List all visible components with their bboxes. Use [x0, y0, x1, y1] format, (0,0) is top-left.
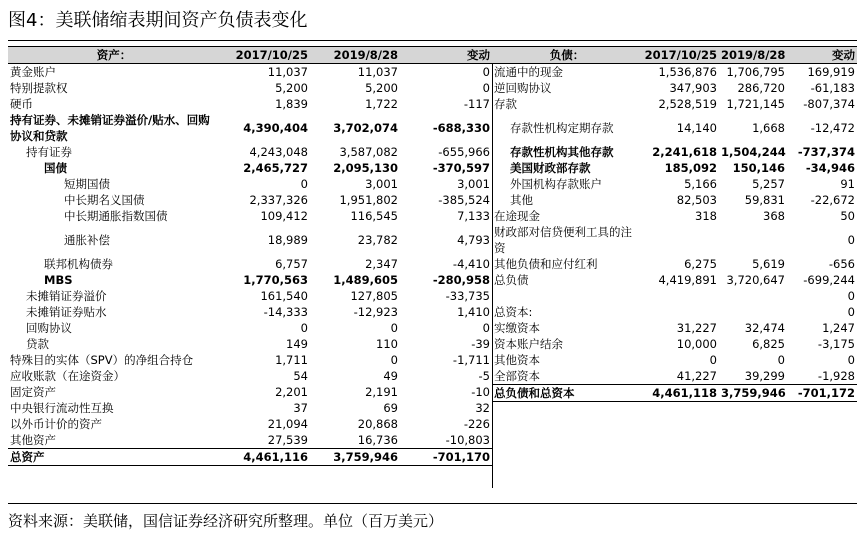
liabilities-header-change: 变动 [787, 47, 857, 64]
liability-row-label: 外国机构存款账户 [510, 177, 602, 191]
asset-row [8, 449, 492, 466]
asset-row-label: 通胀补偿 [64, 233, 110, 247]
asset-row-change: -10 [471, 385, 490, 399]
asset-row-change: -370,597 [432, 161, 490, 175]
liabilities-panel [492, 46, 857, 402]
asset-row-label: 固定资产 [10, 385, 56, 399]
asset-row-change: 0 [482, 321, 490, 335]
liabilities-header-row [492, 47, 857, 64]
assets-header-change: 变动 [400, 47, 492, 64]
liability-row [492, 112, 857, 144]
liability-row-value-2019 [719, 304, 787, 320]
liability-row-value-2017: 0 [709, 353, 717, 367]
asset-row-value-2017: 2,201 [275, 385, 308, 399]
liability-row-change: -737,374 [797, 145, 855, 159]
asset-row-change: -33,735 [445, 289, 490, 303]
asset-row-value-2019: 16,736 [357, 433, 398, 447]
asset-row-label: 特殊目的实体（SPV）的净组合持仓 [10, 353, 194, 367]
asset-row-label: 应收账款（在途资金） [10, 369, 125, 383]
asset-row-change: -655,966 [438, 145, 490, 159]
liability-row [492, 192, 857, 208]
liability-row [492, 352, 857, 368]
asset-row-change: -226 [463, 417, 490, 431]
asset-row-label: 黄金账户 [10, 65, 56, 79]
asset-row-value-2017: 161,540 [260, 289, 308, 303]
liability-row-value-2019: 3,759,946 [721, 386, 786, 400]
bottom-rule [8, 503, 857, 504]
liability-row-value-2019: 368 [763, 209, 785, 223]
liability-row [492, 336, 857, 352]
asset-row-value-2017: 2,465,727 [243, 161, 308, 175]
asset-row-value-2019: 5,200 [365, 81, 398, 95]
liability-row-change: -699,244 [803, 273, 855, 287]
asset-row-label: 联邦机构债券 [44, 257, 113, 271]
liability-row-label: 其他资本 [494, 353, 540, 367]
asset-row-change: -385,524 [438, 193, 490, 207]
asset-row-value-2017: 1,839 [275, 97, 308, 111]
liability-row-value-2017 [642, 288, 719, 304]
liability-row-value-2017: 14,140 [676, 121, 717, 135]
liability-row-label: 资本账户结余 [494, 337, 563, 351]
asset-row-label: 其他资产 [10, 433, 56, 447]
assets-header-date2: 2019/8/28 [310, 47, 400, 64]
asset-row-label: 以外币计价的资产 [10, 417, 102, 431]
asset-row-change: -5 [478, 369, 490, 383]
liability-row-change: 169,919 [807, 65, 855, 79]
liability-row-value-2019: 0 [777, 353, 785, 367]
liability-row-value-2019: 1,706,795 [726, 65, 785, 79]
asset-row-value-2017: 2,337,326 [249, 193, 308, 207]
asset-row-change: 4,793 [457, 233, 490, 247]
asset-row [8, 320, 492, 336]
asset-row-change: -10,803 [445, 433, 490, 447]
liability-row [492, 320, 857, 336]
asset-row [8, 144, 492, 160]
liability-row-change: 0 [847, 305, 855, 319]
asset-row-value-2019: 2,191 [365, 385, 398, 399]
liability-row-value-2017: 2,528,519 [658, 97, 717, 111]
asset-row [8, 400, 492, 416]
liability-row [492, 176, 857, 192]
asset-row-value-2017: 1,711 [275, 353, 308, 367]
asset-row-value-2017: 27,539 [267, 433, 308, 447]
asset-row-value-2017: 11,037 [267, 65, 308, 79]
liability-row [492, 208, 857, 224]
asset-row-change: -1,711 [452, 353, 490, 367]
liability-row-label: 存款性机构其他存款 [510, 145, 614, 159]
asset-row [8, 336, 492, 352]
asset-row [8, 256, 492, 272]
liability-row-change: -3,175 [817, 337, 855, 351]
asset-row [8, 304, 492, 320]
asset-row [8, 416, 492, 432]
liability-row-label: 其他 [510, 193, 533, 207]
liability-row-value-2017: 5,166 [684, 177, 717, 191]
asset-row-label: 特别提款权 [10, 81, 68, 95]
asset-row-change: -701,170 [400, 449, 492, 466]
asset-row-value-2019: 3,001 [365, 177, 398, 191]
liability-row-label: 其他负债和应付红利 [494, 257, 598, 271]
liability-row [492, 272, 857, 288]
asset-row-label: 中央银行流动性互换 [10, 401, 114, 415]
asset-row-change: -280,958 [432, 273, 490, 287]
asset-row-value-2019: 11,037 [357, 65, 398, 79]
liability-row-label [492, 288, 642, 304]
asset-row [8, 272, 492, 288]
asset-row-label: 持有证券、未摊销证券溢价/贴水、回购协议和贷款 [10, 113, 210, 143]
liability-row-value-2017: 41,227 [676, 369, 717, 383]
liability-row-value-2019: 1,668 [752, 121, 785, 135]
assets-header-row [8, 47, 492, 64]
liabilities-header-date2: 2019/8/28 [721, 48, 786, 62]
liability-row-change: -22,672 [810, 193, 855, 207]
liability-row [492, 144, 857, 160]
asset-row-value-2017: 109,412 [260, 209, 308, 223]
liability-row-value-2017: 4,419,891 [658, 273, 717, 287]
liability-row-change: -12,472 [810, 121, 855, 135]
asset-row-label: 中长期名义国债 [64, 193, 145, 207]
balance-sheet [8, 46, 857, 488]
asset-row-label: 持有证券 [26, 145, 72, 159]
asset-row-label: 未摊销证券贴水 [26, 305, 107, 319]
asset-row-change: 0 [482, 81, 490, 95]
asset-row [8, 192, 492, 208]
liability-row-value-2017: 318 [695, 209, 717, 223]
liability-row [492, 96, 857, 112]
liabilities-header-label: 负债： [492, 47, 642, 64]
asset-row-value-2019: 1,951,802 [339, 193, 398, 207]
liability-row [492, 368, 857, 384]
figure-title: 图4：美联储缩表期间资产负债表变化 [8, 10, 308, 31]
asset-row-value-2017: 0 [300, 177, 308, 191]
liabilities-table [492, 46, 857, 402]
liability-row-label: 财政部对信贷便利工具的注资 [494, 225, 632, 255]
liability-row-value-2017 [642, 224, 719, 256]
asset-row [8, 224, 492, 256]
liability-row [492, 256, 857, 272]
liability-row-change: 91 [840, 177, 855, 191]
liability-row [492, 64, 857, 81]
asset-row [8, 288, 492, 304]
liability-row-value-2017: 4,461,118 [642, 385, 719, 402]
asset-row-label: 短期国债 [64, 177, 110, 191]
asset-row-value-2017: 1,770,563 [243, 273, 308, 287]
liability-row-value-2017: 185,092 [664, 161, 717, 175]
asset-row-value-2017: -14,333 [263, 305, 308, 319]
liability-row-change: 0 [847, 233, 855, 247]
liability-row-label: 总负债 [494, 273, 529, 287]
liability-row-value-2019 [719, 288, 787, 304]
liability-row-value-2017: 6,275 [684, 257, 717, 271]
asset-row [8, 208, 492, 224]
assets-header-label: 资产： [8, 47, 220, 64]
liability-row-label: 在途现金 [494, 209, 540, 223]
liability-row-value-2019: 286,720 [737, 81, 785, 95]
liability-row-value-2019: 59,831 [744, 193, 785, 207]
liability-row-label: 实缴资本 [494, 321, 540, 335]
asset-row-value-2019: 0 [390, 321, 398, 335]
liability-row-value-2017: 10,000 [676, 337, 717, 351]
liability-row [492, 385, 857, 402]
liability-row-value-2017: 2,241,618 [652, 145, 717, 159]
liability-row-value-2019: 39,299 [744, 369, 785, 383]
liability-row [492, 304, 857, 320]
top-rule [8, 40, 857, 41]
asset-row-value-2019: 23,782 [357, 233, 398, 247]
asset-row [8, 384, 492, 400]
liability-row-change: -1,928 [817, 369, 855, 383]
liability-row-label: 存款性机构定期存款 [510, 121, 614, 135]
liability-row [492, 80, 857, 96]
asset-row-label: 贷款 [26, 337, 49, 351]
source-note: 资料来源：美联储，国信证券经济研究所整理。单位（百万美元） [8, 512, 444, 530]
liability-row-value-2019: 5,619 [752, 257, 785, 271]
liability-row-value-2017 [642, 304, 719, 320]
liability-row-change: -34,946 [805, 161, 855, 175]
asset-row-label: MBS [44, 273, 73, 287]
liability-row-label: 美国财政部存款 [510, 161, 591, 175]
asset-row [8, 176, 492, 192]
liability-row-change: 0 [847, 289, 855, 303]
asset-row-change: 32 [475, 401, 490, 415]
asset-row-label: 硬币 [10, 97, 33, 111]
asset-row-change: -117 [463, 97, 490, 111]
asset-row-value-2019: 127,805 [350, 289, 398, 303]
asset-row-value-2017: 149 [286, 337, 308, 351]
asset-row-value-2019: 3,587,082 [339, 145, 398, 159]
liability-row-label: 总负债和总资本 [492, 385, 642, 402]
asset-row-value-2019: 2,347 [365, 257, 398, 271]
asset-row-value-2017: 37 [293, 401, 308, 415]
asset-row-change: -4,410 [452, 257, 490, 271]
liability-row-change: 50 [840, 209, 855, 223]
asset-row-value-2017: 54 [293, 369, 308, 383]
asset-row-value-2019: 1,489,605 [333, 273, 398, 287]
asset-row-change: 3,001 [457, 177, 490, 191]
liability-row-value-2017: 31,227 [676, 321, 717, 335]
asset-row-label: 未摊销证券溢价 [26, 289, 107, 303]
asset-row-change: 1,410 [457, 305, 490, 319]
asset-row-value-2017: 0 [300, 321, 308, 335]
liability-row-value-2017: 347,903 [669, 81, 717, 95]
asset-row-value-2019: 0 [390, 353, 398, 367]
asset-row-value-2019: 3,759,946 [310, 449, 400, 466]
liability-row-value-2019: 1,504,244 [721, 145, 786, 159]
asset-row-value-2019: 49 [383, 369, 398, 383]
asset-row-value-2019: 1,722 [365, 97, 398, 111]
liability-row-value-2017: 82,503 [676, 193, 717, 207]
asset-row-value-2017: 21,094 [267, 417, 308, 431]
asset-row-value-2017: 4,243,048 [249, 145, 308, 159]
liabilities-header-date1: 2017/10/25 [642, 47, 719, 64]
asset-row [8, 80, 492, 96]
liability-row-change: -656 [828, 257, 855, 271]
asset-row-value-2017: 4,461,116 [220, 449, 310, 466]
asset-row-label: 中长期通胀指数国债 [64, 209, 168, 223]
asset-row-label: 国债 [44, 161, 67, 175]
liability-row-label: 流通中的现金 [494, 65, 563, 79]
liability-row-value-2019: 6,825 [752, 337, 785, 351]
liability-row-change: -61,183 [810, 81, 855, 95]
liability-row-label: 逆回购协议 [494, 81, 552, 95]
asset-row-value-2019: 2,095,130 [333, 161, 398, 175]
assets-table [8, 46, 492, 466]
liability-row-change: -807,374 [803, 97, 855, 111]
asset-row [8, 368, 492, 384]
liability-row-value-2019: 1,721,145 [726, 97, 785, 111]
liability-row-label: 存款 [494, 97, 517, 111]
assets-header-date1: 2017/10/25 [220, 47, 310, 64]
liabilities-body [492, 64, 857, 402]
asset-row [8, 96, 492, 112]
asset-row [8, 64, 492, 81]
asset-row [8, 160, 492, 176]
asset-row-change: 7,133 [457, 209, 490, 223]
asset-row-value-2017: 18,989 [267, 233, 308, 247]
liability-row-change: 0 [847, 353, 855, 367]
asset-row-value-2019: 110 [376, 337, 398, 351]
liability-row-label: 总资本: [494, 305, 533, 319]
asset-row-value-2019: 69 [383, 401, 398, 415]
liability-row-value-2019 [719, 224, 787, 256]
liability-row-value-2019: 3,720,647 [726, 273, 785, 287]
assets-body [8, 64, 492, 466]
asset-row-value-2019: -12,923 [353, 305, 398, 319]
liability-row-value-2019: 32,474 [744, 321, 785, 335]
asset-row-value-2019: 20,868 [357, 417, 398, 431]
liability-row-change: -701,172 [787, 385, 857, 402]
liability-row-change: 1,247 [822, 321, 855, 335]
asset-row-label: 总资产 [8, 449, 220, 466]
liability-row [492, 160, 857, 176]
asset-row-value-2017: 5,200 [275, 81, 308, 95]
assets-panel [8, 46, 492, 466]
asset-row-change: 0 [482, 65, 490, 79]
asset-row-label: 回购协议 [26, 321, 72, 335]
liability-row [492, 224, 857, 256]
asset-row-change: -39 [471, 337, 490, 351]
asset-row [8, 352, 492, 368]
asset-row [8, 432, 492, 449]
asset-row [8, 112, 492, 144]
liability-row-value-2019: 5,257 [752, 177, 785, 191]
liability-row-label: 全部资本 [494, 369, 540, 383]
liability-row-value-2019: 150,146 [732, 161, 785, 175]
asset-row-value-2019: 3,702,074 [333, 121, 398, 135]
asset-row-value-2019: 116,545 [350, 209, 398, 223]
asset-row-value-2017: 6,757 [275, 257, 308, 271]
liability-row [492, 288, 857, 304]
liability-row-value-2017: 1,536,876 [658, 65, 717, 79]
asset-row-change: -688,330 [432, 121, 490, 135]
asset-row-value-2017: 4,390,404 [243, 121, 308, 135]
